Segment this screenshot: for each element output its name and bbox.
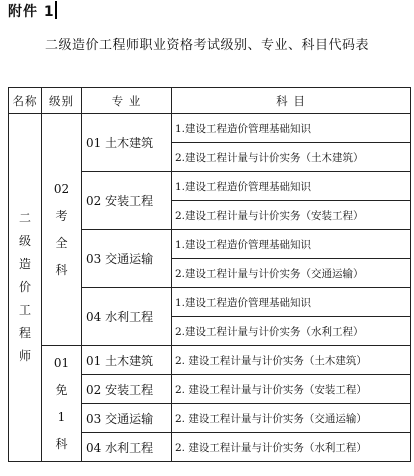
subject-cell: 2.建设工程计量与计价实务（水利工程）: [172, 317, 411, 346]
table-body: [9, 114, 411, 462]
specialty-cell: 03 交通运输: [82, 404, 172, 433]
level-code: 02: [53, 181, 70, 196]
subject-cell: 1.建设工程造价管理基础知识: [172, 114, 411, 143]
vertical-char: 工: [18, 303, 31, 317]
vertical-char: 程: [18, 326, 31, 340]
header-row: [9, 88, 411, 114]
specialty-cell: 01 土木建筑: [82, 114, 172, 172]
specialty-cell: 04 水利工程: [82, 433, 172, 462]
table-row: [9, 346, 411, 375]
vertical-char: 免: [55, 382, 68, 397]
header-specialty: 专 业: [82, 88, 172, 114]
subject-cell: 2. 建设工程计量与计价实务（土木建筑）: [172, 346, 411, 375]
name-cell: [9, 114, 42, 462]
subject-cell: 2.建设工程计量与计价实务（安装工程）: [172, 201, 411, 230]
subject-cell: 1.建设工程造价管理基础知识: [172, 288, 411, 317]
vertical-char: 二: [18, 211, 31, 225]
subject-cell: 2. 建设工程计量与计价实务（安装工程）: [172, 375, 411, 404]
vertical-char: 考: [55, 208, 68, 223]
subject-cell: 1.建设工程造价管理基础知识: [172, 230, 411, 259]
document-title: 二级造价工程师职业资格考试级别、专业、科目代码表: [44, 38, 369, 53]
vertical-char: 师: [18, 349, 31, 363]
code-table: [8, 87, 411, 462]
level-cell: [42, 114, 82, 346]
vertical-char: 全: [55, 235, 68, 250]
subject-cell: 2.建设工程计量与计价实务（土木建筑）: [172, 143, 411, 172]
header-subject: 科 目: [172, 88, 411, 114]
vertical-char: 1: [57, 409, 66, 424]
level-cell: [42, 346, 82, 462]
header-name: 名称: [9, 88, 42, 114]
vertical-char: 级: [18, 234, 31, 248]
table-row: [9, 114, 411, 143]
specialty-cell: 04 水利工程: [82, 288, 172, 346]
vertical-char: 造: [18, 257, 31, 271]
specialty-cell: 02 安装工程: [82, 375, 172, 404]
specialty-cell: 03 交通运输: [82, 230, 172, 288]
subject-cell: 2.建设工程计量与计价实务（交通运输）: [172, 259, 411, 288]
vertical-char: 科: [55, 262, 68, 277]
subject-cell: 2. 建设工程计量与计价实务（水利工程）: [172, 433, 411, 462]
subject-cell: 2. 建设工程计量与计价实务（交通运输）: [172, 404, 411, 433]
level-code: 01: [53, 355, 70, 370]
vertical-char: 科: [55, 436, 68, 451]
attachment-label: 附件 1: [8, 4, 55, 20]
text-cursor: [55, 1, 57, 19]
specialty-cell: 02 安装工程: [82, 172, 172, 230]
specialty-cell: 01 土木建筑: [82, 346, 172, 375]
subject-cell: 1.建设工程造价管理基础知识: [172, 172, 411, 201]
vertical-char: 价: [18, 280, 31, 294]
header-level: 级别: [42, 88, 82, 114]
